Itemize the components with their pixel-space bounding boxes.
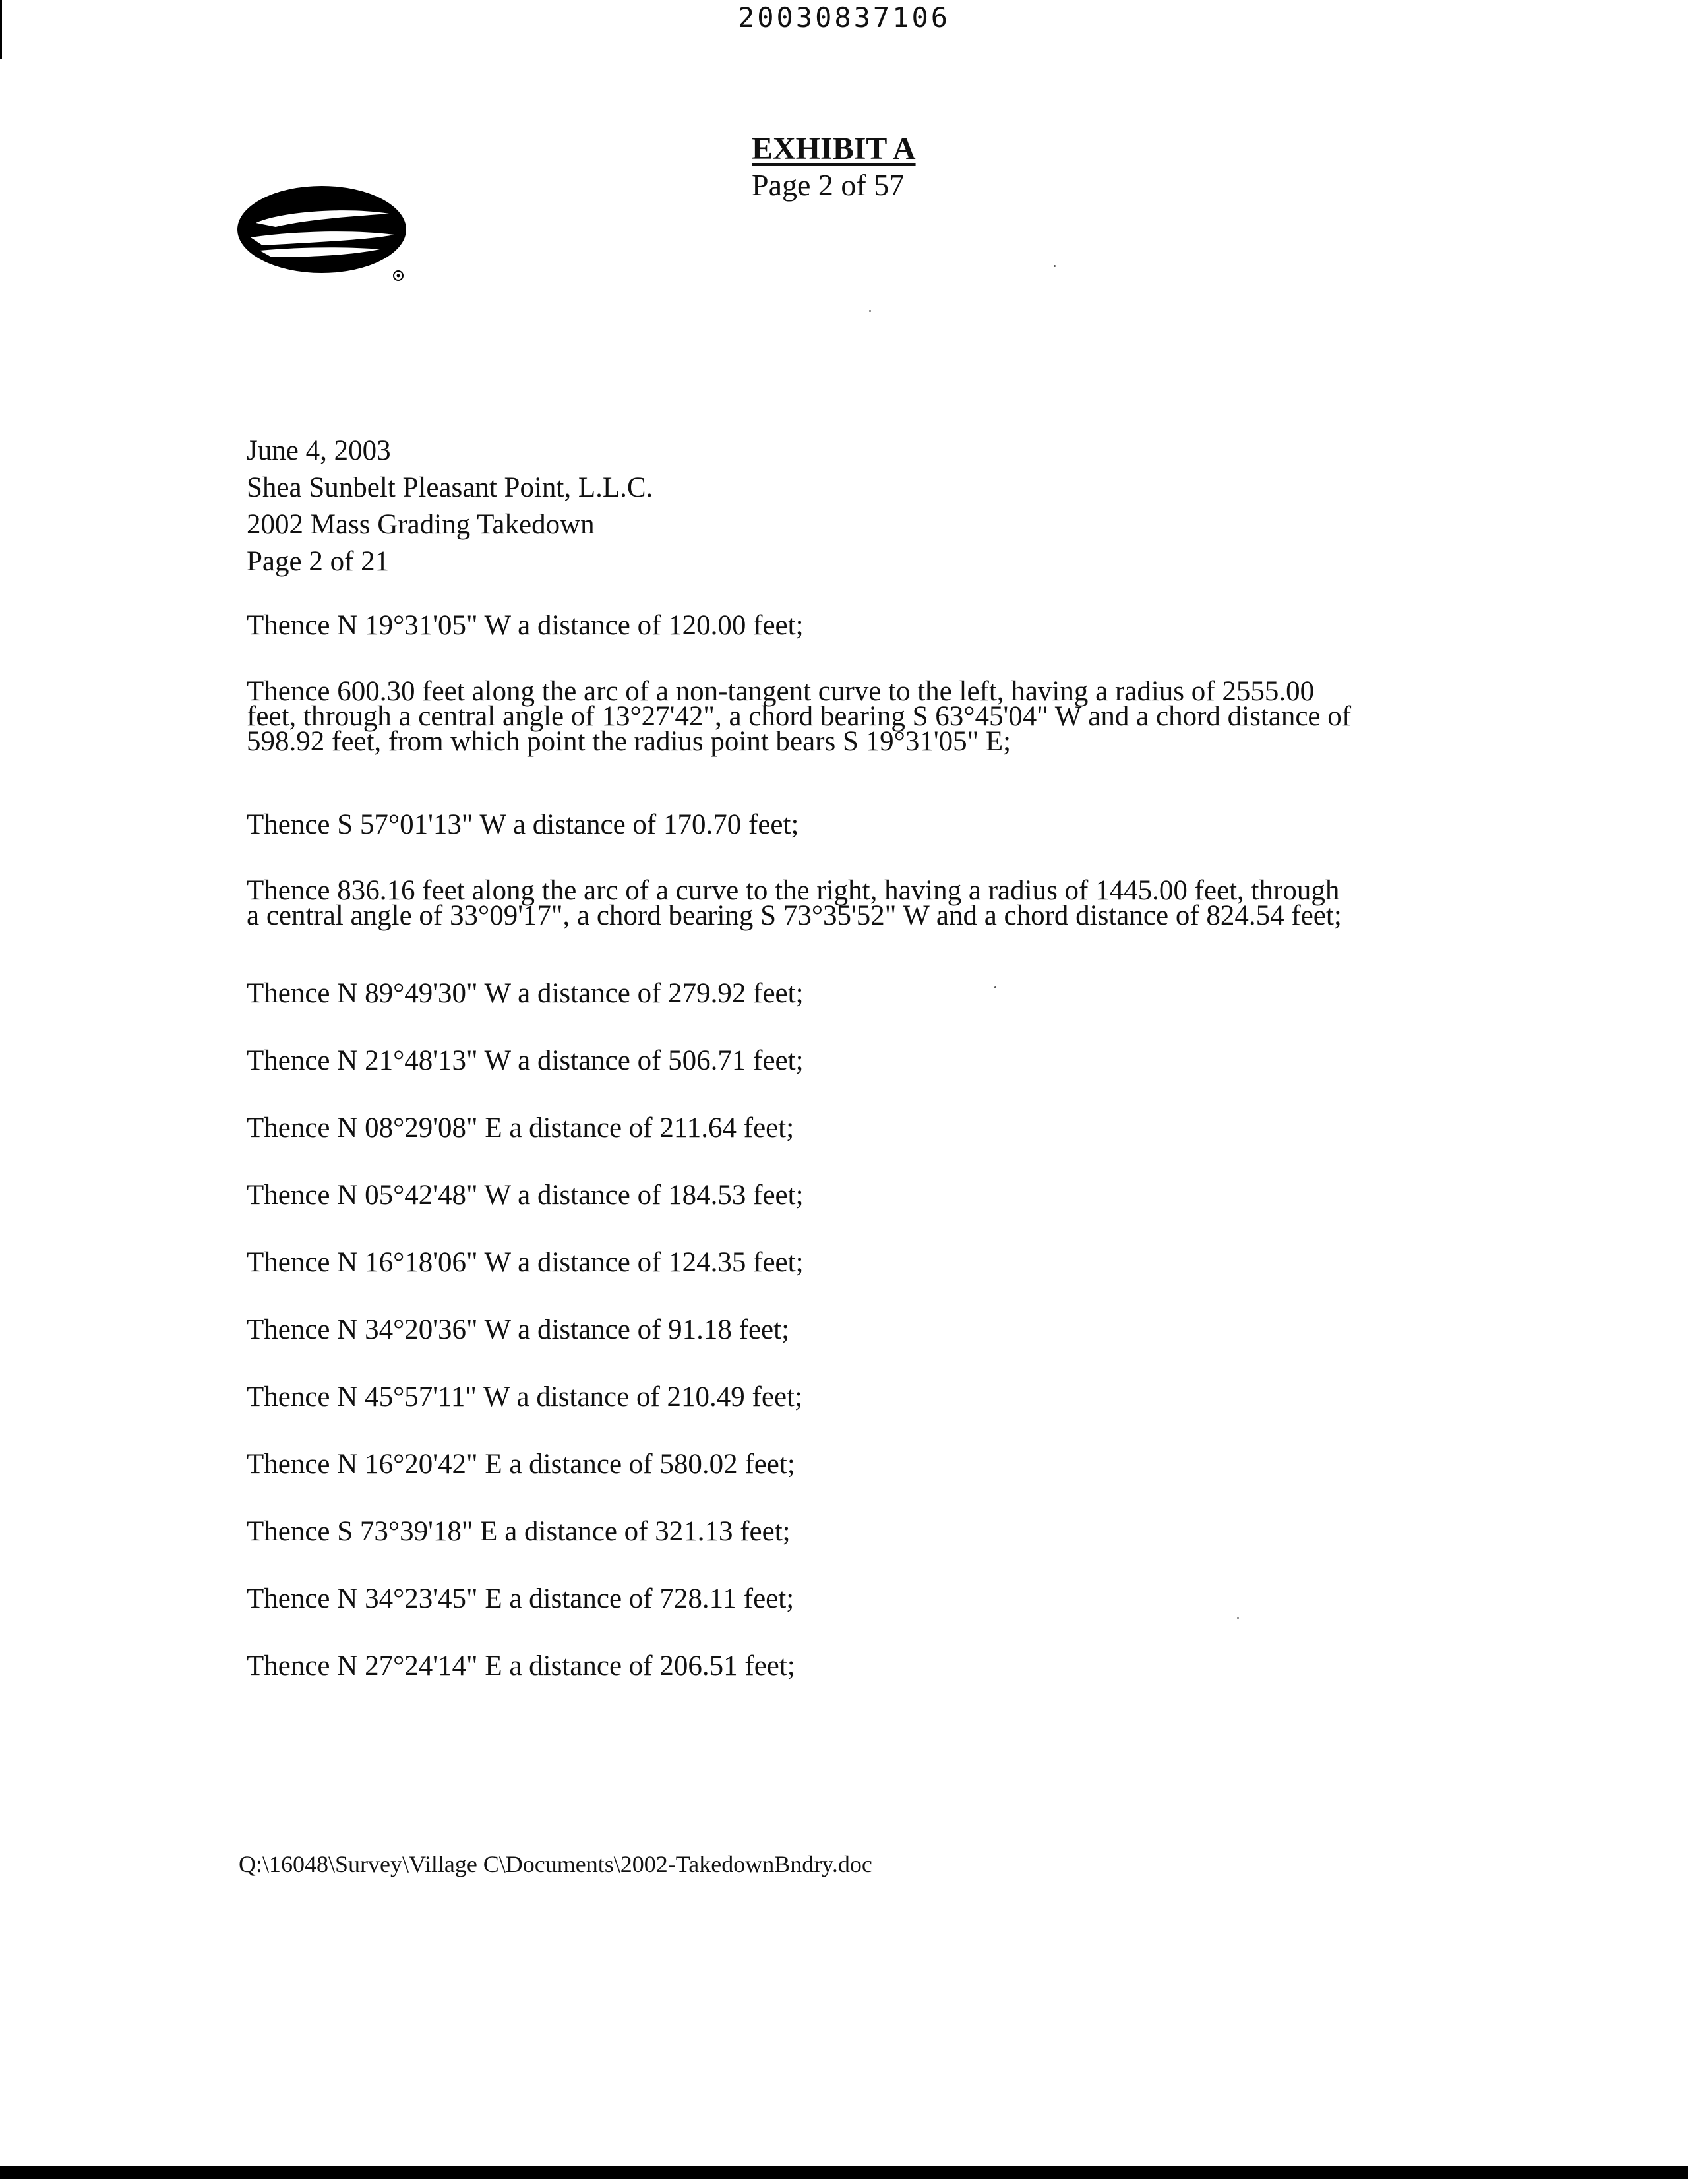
scan-speck	[1054, 265, 1056, 267]
course-line: Thence N 16°20'42" E a distance of 580.02 feet;	[247, 1449, 795, 1480]
course-line: Thence S 73°39'18" E a distance of 321.13 feet;	[247, 1516, 791, 1547]
memo-company: Shea Sunbelt Pleasant Point, L.L.C.	[247, 472, 653, 503]
scan-speck	[869, 310, 871, 312]
course-14	[247, 1583, 795, 1614]
course-12	[247, 1449, 795, 1480]
course-1	[247, 610, 804, 641]
scan-speck	[1237, 1617, 1239, 1619]
course-7	[247, 1112, 795, 1143]
course-15	[247, 1651, 795, 1682]
memo-date: June 4, 2003	[247, 435, 391, 466]
course-13	[247, 1516, 791, 1547]
course-11	[247, 1381, 802, 1412]
course-line: Thence 836.16 feet along the arc of a curve to the right, having a radius of 1445.00 feet, through	[247, 875, 1340, 906]
course-line: Thence N 16°18'06" W a distance of 124.35 feet;	[247, 1247, 804, 1278]
course-line: 598.92 feet, from which point the radius point bears S 19°31'05" E;	[247, 726, 1011, 757]
course-8	[247, 1180, 804, 1211]
course-line: Thence N 08°29'08" E a distance of 211.64 feet;	[247, 1112, 795, 1143]
exhibit-page-number: Page 2 of 57	[752, 168, 905, 202]
course-4	[247, 875, 1342, 931]
course-line: feet, through a central angle of 13°27'42", a chord bearing S 63°45'04" W and a chord distance of	[247, 701, 1352, 732]
document-number: 20030837106	[737, 1, 951, 34]
exhibit-title: EXHIBIT A	[752, 131, 916, 166]
course-line: Thence N 21°48'13" W a distance of 506.71 feet;	[247, 1045, 804, 1076]
course-line: a central angle of 33°09'17", a chord bearing S 73°35'52" W and a chord distance of 824.54 feet;	[247, 900, 1342, 931]
shea-s-logo-icon	[236, 182, 421, 288]
course-line: Thence 600.30 feet along the arc of a non-tangent curve to the left, having a radius of 2555.00	[247, 676, 1315, 707]
course-5	[247, 978, 804, 1009]
scan-speck	[994, 986, 996, 988]
course-line: Thence N 45°57'11" W a distance of 210.49 feet;	[247, 1381, 802, 1412]
course-9	[247, 1247, 804, 1278]
course-line: Thence N 27°24'14" E a distance of 206.51 feet;	[247, 1651, 795, 1682]
course-10	[247, 1314, 790, 1345]
memo-project: 2002 Mass Grading Takedown	[247, 509, 595, 540]
memo-page: Page 2 of 21	[247, 546, 390, 577]
memo-header	[247, 433, 653, 580]
course-2	[247, 676, 1352, 757]
course-line: Thence S 57°01'13" W a distance of 170.70 feet;	[247, 809, 799, 840]
course-6	[247, 1045, 804, 1076]
course-line: Thence N 89°49'30" W a distance of 279.92 feet;	[247, 978, 804, 1009]
course-line: Thence N 34°20'36" W a distance of 91.18 feet;	[247, 1314, 790, 1345]
footer-file-path: Q:\16048\Survey\Village C\Documents\2002-TakedownBndry.doc	[239, 1851, 872, 1877]
course-line: Thence N 19°31'05" W a distance of 120.00 feet;	[247, 610, 804, 641]
course-line: Thence N 05°42'48" W a distance of 184.53 feet;	[247, 1180, 804, 1211]
course-line: Thence N 34°23'45" E a distance of 728.11 feet;	[247, 1583, 795, 1614]
scan-bottom-edge	[0, 2166, 1688, 2179]
course-3	[247, 809, 799, 840]
